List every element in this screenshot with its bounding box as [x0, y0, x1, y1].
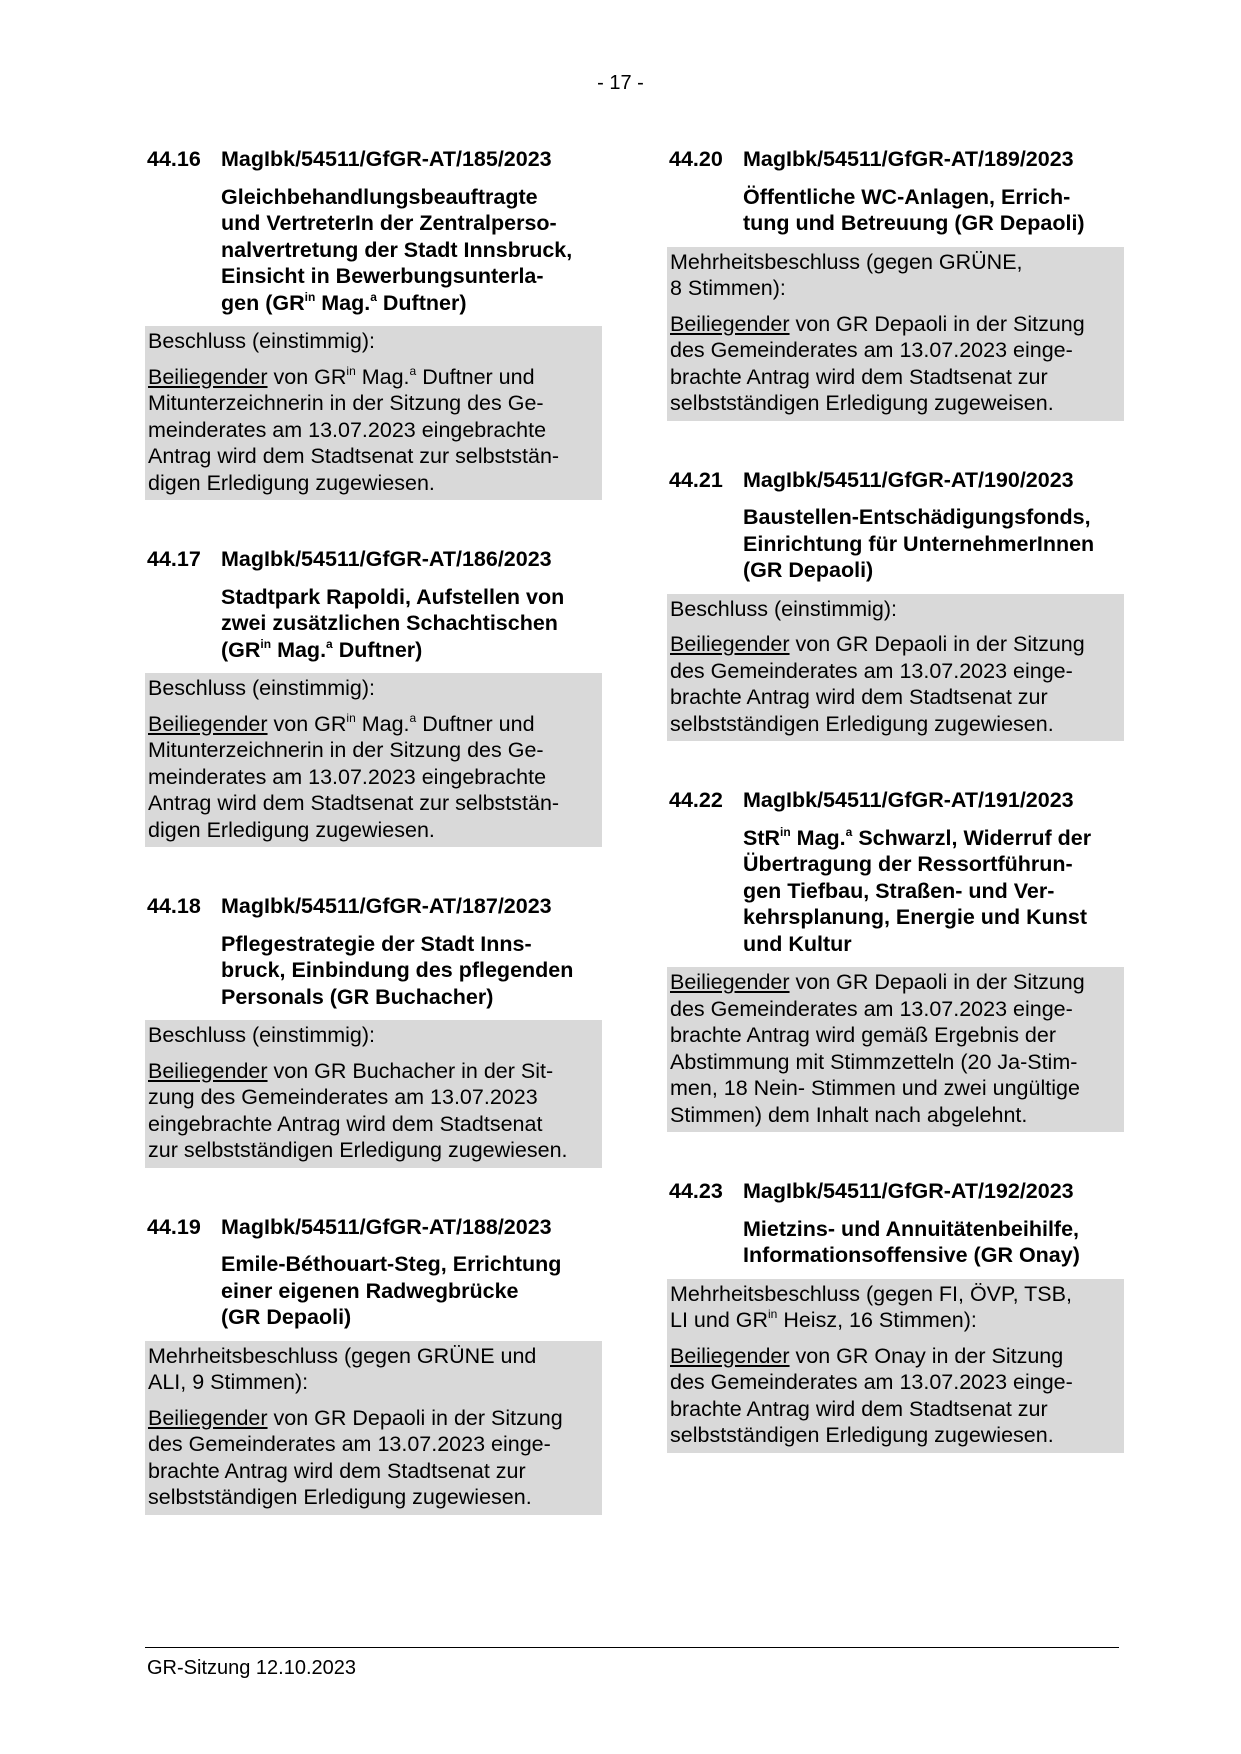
item-heading: [667, 1178, 1124, 1205]
item-subject: [743, 825, 1124, 958]
item-subject: [743, 504, 1124, 584]
decision-label: Beschluss (einstimmig):: [670, 596, 897, 621]
item-number: 44.16: [147, 147, 201, 171]
resolution-text: Beiliegender von $GR^{in}$ Mag.$^a$ Duftner und Mitunterzeichnerin in der Sitzung des Ge- meinderates am 13.07.2023 eingebrachte Antrag wird dem Stadtsenat zur selbststän- digen Erledigung zugewiesen.: [148, 710, 560, 842]
decision-box: [667, 1279, 1124, 1453]
decision-label: Beschluss (einstimmig):: [148, 1023, 375, 1047]
item-reference: MagIbk/54511/GfGR-AT/190/2023: [743, 467, 1074, 492]
decision-label: Beschluss (einstimmig):: [148, 329, 375, 353]
resolution-text: Beiliegender von GR Buchacher in der Sit- zung des Gemeinderates am 13.07.2023 eingebrachte Antrag wird dem Stadtsenat zur selbstständigen Erledigung zugewiesen.: [148, 1058, 568, 1162]
footer-session-date: GR-Sitzung 12.10.2023: [147, 1657, 357, 1679]
item-reference: MagIbk/54511/GfGR-AT/191/2023: [743, 788, 1074, 812]
item-heading: [667, 787, 1124, 814]
item-number: 44.23: [669, 1179, 723, 1203]
item-reference: MagIbk/54511/GfGR-AT/192/2023: [743, 1179, 1074, 1203]
subject-line: Übertragung der Ressortführun-: [743, 852, 1073, 876]
item-subject: [221, 184, 602, 317]
page-number: - 17 -: [597, 72, 644, 94]
subject-line: (GR Depaoli): [743, 558, 874, 582]
decision-box: [145, 1020, 602, 1168]
subject-line: nalvertretung der Stadt Innsbruck,: [221, 237, 573, 262]
agenda-item-44-22: [667, 787, 1124, 1132]
subject-line: gen Tiefbau, Straßen- und Ver-: [743, 878, 1055, 903]
decision-box: [145, 326, 602, 500]
subject-line: Informationsoffensive (GR Onay): [743, 1243, 1080, 1267]
subject-line: ($GR^{in}$ Mag.$^a$ Duftner): [221, 636, 423, 662]
footer-divider: [145, 1647, 1119, 1648]
subject-line: tung und Betreuung (GR Depaoli): [743, 211, 1085, 235]
resolution-text: Beiliegender von GR Depaoli in der Sitzung des Gemeinderates am 13.07.2023 einge- brachte Antrag wird dem Stadtsenat zur selbstständigen Erledigung zugewiesen.: [148, 1405, 563, 1509]
item-subject: [221, 931, 602, 1011]
item-number: 44.18: [147, 894, 201, 918]
agenda-item-44-16: [145, 146, 602, 500]
item-reference: MagIbk/54511/GfGR-AT/186/2023: [221, 547, 552, 571]
item-number: 44.22: [669, 788, 723, 812]
left-column: [145, 146, 602, 1561]
subject-line: Emile-Béthouart-Steg, Errichtung: [221, 1252, 562, 1276]
decision-box: [667, 247, 1124, 421]
item-reference: MagIbk/54511/GfGR-AT/185/2023: [221, 147, 552, 171]
subject-line: Einrichtung für UnternehmerInnen: [743, 531, 1095, 556]
decision-label: Mehrheitsbeschluss (gegen GRÜNE, 8 Stimmen):: [670, 249, 1023, 300]
subject-line: (GR Depaoli): [221, 1305, 352, 1329]
item-subject: [221, 584, 602, 664]
subject-line: einer eigenen Radwegbrücke: [221, 1278, 519, 1303]
decision-box: [667, 967, 1124, 1132]
subject-line: Gleichbehandlungsbeauftragte: [221, 184, 538, 209]
decision-label: Mehrheitsbeschluss (gegen GRÜNE und ALI, 9 Stimmen):: [148, 1343, 537, 1394]
subject-line: Einsicht in Bewerbungsunterla-: [221, 264, 544, 288]
subject-line: Personals (GR Buchacher): [221, 984, 494, 1009]
decision-label: Mehrheitsbeschluss (gegen FI, ÖVP, TSB, LI und $GR^{in}$ Heisz, 16 Stimmen):: [670, 1281, 1072, 1332]
resolution-text: Beiliegender von GR Depaoli in der Sitzung des Gemeinderates am 13.07.2023 einge- brachte Antrag wird dem Stadtsenat zur selbstständigen Erledigung zugewiesen.: [670, 632, 1085, 736]
agenda-item-44-20: [667, 146, 1124, 421]
item-subject: [743, 1216, 1124, 1269]
item-reference: MagIbk/54511/GfGR-AT/189/2023: [743, 147, 1074, 171]
subject-line: Öffentliche WC-Anlagen, Errich-: [743, 184, 1071, 209]
subject-line: Pflegestrategie der Stadt Inns-: [221, 931, 532, 956]
item-reference: MagIbk/54511/GfGR-AT/188/2023: [221, 1214, 552, 1239]
item-subject: [743, 184, 1124, 237]
item-heading: [145, 893, 602, 920]
item-reference: MagIbk/54511/GfGR-AT/187/2023: [221, 894, 552, 918]
agenda-item-44-23: [667, 1178, 1124, 1453]
agenda-item-44-17: [145, 546, 602, 847]
decision-box: [667, 594, 1124, 742]
item-number: 44.20: [669, 147, 723, 171]
subject-line: bruck, Einbindung des pflegenden: [221, 958, 574, 982]
subject-line: Stadtpark Rapoldi, Aufstellen von: [221, 584, 565, 609]
resolution-text: Beiliegender von $GR^{in}$ Mag.$^a$ Duftner und Mitunterzeichnerin in der Sitzung des Ge- meinderates am 13.07.2023 eingebrachte Antrag wird dem Stadtsenat zur selbststän- digen Erledigung zugewiesen.: [148, 363, 560, 495]
right-column: [667, 146, 1124, 1499]
subject-line: gen ($GR^{in}$ Mag.$^a$ Duftner): [221, 289, 467, 315]
item-subject: [221, 1251, 602, 1331]
item-number: 44.19: [147, 1214, 201, 1239]
item-heading: [145, 1214, 602, 1241]
item-heading: [145, 546, 602, 573]
subject-line: und Kultur: [743, 931, 852, 956]
decision-box: [145, 673, 602, 847]
subject-line: Baustellen-Entschädigungsfonds,: [743, 505, 1091, 529]
resolution-text: Beiliegender von GR Onay in der Sitzung des Gemeinderates am 13.07.2023 einge- brachte Antrag wird dem Stadtsenat zur selbstständigen Erledigung zugewiesen.: [670, 1343, 1073, 1447]
item-number: 44.17: [147, 547, 201, 571]
item-heading: [667, 146, 1124, 173]
agenda-item-44-19: [145, 1214, 602, 1515]
subject-line: zwei zusätzlichen Schachtischen: [221, 611, 558, 635]
agenda-item-44-18: [145, 893, 602, 1168]
resolution-text: Beiliegender von GR Depaoli in der Sitzung des Gemeinderates am 13.07.2023 einge- brachte Antrag wird dem Stadtsenat zur selbstständigen Erledigung zugeweisen.: [670, 311, 1085, 415]
subject-line: kehrsplanung, Energie und Kunst: [743, 905, 1088, 929]
decision-box: [145, 1341, 602, 1515]
subject-line: Mietzins- und Annuitätenbeihilfe,: [743, 1216, 1080, 1241]
item-heading: [667, 467, 1124, 494]
item-heading: [145, 146, 602, 173]
item-number: 44.21: [669, 467, 723, 492]
decision-label: Beschluss (einstimmig):: [148, 676, 375, 700]
subject-line: StR$^{in}$ Mag.$^a$ Schwarzl, Widerruf der: [743, 824, 1092, 850]
subject-line: und VertreterIn der Zentralperso-: [221, 211, 557, 235]
agenda-item-44-21: [667, 467, 1124, 742]
resolution-text: Beiliegender von GR Depaoli in der Sitzung des Gemeinderates am 13.07.2023 einge- brachte Antrag wird gemäß Ergebnis der Abstimmung mit Stimmzetteln (20 Ja-Stim- men, 18 Nein- Stimmen und zwei ungültige Stimmen) dem Inhalt nach abgelehnt.: [670, 970, 1085, 1127]
